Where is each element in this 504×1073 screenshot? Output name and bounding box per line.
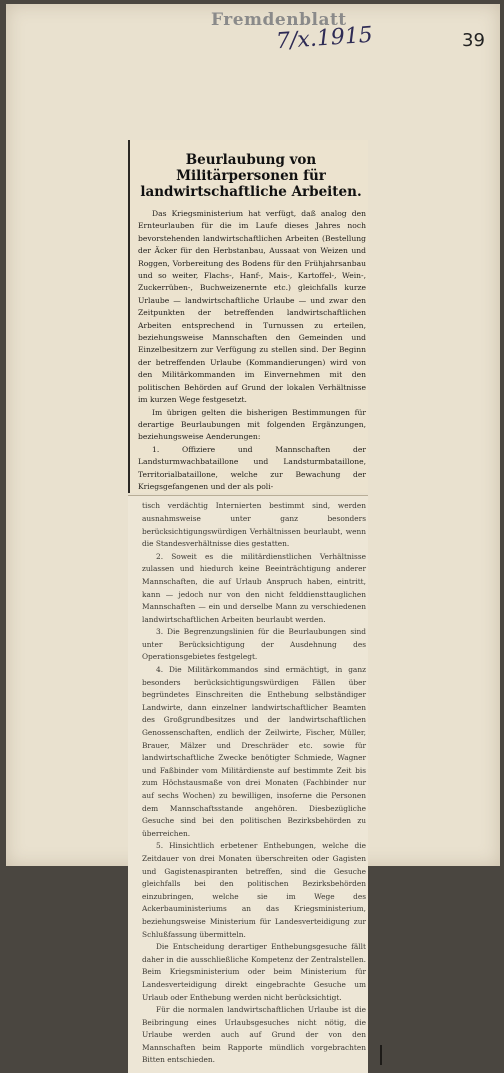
article-paragraph: 4. Die Militärkommandos sind ermächtigt, in ganz besonders berücksichtigungswürdigen Fällen über begründetes Einschreiten die Enthebung selbständiger Landwirte, dann einzelner landwirtschaftlicher Beamten des Großgrundbesitzes und der landwirtschaftlichen Genossenschaften, endlich der Zeilwirte, Fischer, Müller, Brauer, Mälzer und Dreschräder etc. sowie für landwirtschaftliche Zwecke benötigter Schmiede, Wagner und Faßbinder vom Militärdienste auf bestimmte Zeit bis zum Höchstausmaße von drei Monaten (Fachbinder nur auf sechs Wochen) zu bewilligen, insoferne die Personen dem Mannschaftsstande angehören. Diesbezügliche Gesuche sind bei den politischen Bezirksbehörden zu überreichen.	[142, 665, 366, 838]
clipping-lower-part	[128, 496, 368, 1073]
page-number: 39	[462, 30, 485, 51]
article-paragraph: tisch verdächtig Internierten bestimmt sind, werden ausnahmsweise unter ganz besonders berücksichtigungswürdigen Verhältnissen beurlaubt, wenn die Standesverhältnisse dies gestatten.	[142, 501, 366, 549]
article-paragraph: 2. Soweit es die militärdienstlichen Verhältnisse zulassen und hiedurch keine Beeinträchtigung anderer Mannschaften, die auf Urlaub Anspruch haben, eintritt, kann — jedoch nur von den nicht felddiensttauglichen Mannschaften — ein und derselbe Mann zu verschiedenen landwirtschaftlichen Arbeiten beurlaubt werden.	[142, 551, 366, 624]
article-body-upper	[138, 208, 366, 493]
clipping-upper-part	[128, 140, 368, 493]
article-end-mark	[372, 1045, 382, 1065]
article-body-lower	[142, 500, 366, 1067]
article-paragraph: Für die normalen landwirtschaftlichen Urlaube ist die Beibringung eines Urlaubsgesuches nicht nötig, die Urlaube werden auch auf Grund der von den Mannschaften beim Rapporte mündlich vorgebrachten Bitten entschieden.	[142, 1005, 366, 1065]
article-paragraph: Im übrigen gelten die bisherigen Bestimmungen für derartige Beurlaubungen mit folgenden Ergänzungen, beziehungsweise Aenderungen:	[138, 407, 366, 442]
handwritten-date: 7/x.1915	[275, 22, 374, 55]
article-headline: Beurlaubung von Militärpersonen für landwirtschaftliche Arbeiten.	[140, 152, 362, 200]
article-paragraph: 1. Offiziere und Mannschaften der Landsturmwachbataillone und Landsturmbataillone, Territorialbataillone, welche zur Bewachung der Kriegsgefangenen und der als poli-	[138, 444, 366, 491]
article-paragraph: 5. Hinsichtlich erbetener Enthebungen, welche die Zeitdauer von drei Monaten überschreiten oder Gagisten und Gagistenaspiranten betreffen, sind die Gesuche gleichfalls bei den politischen Bezirksbehörden einzubringen, welche sie im Wege des Ackerbauministeriums an das Kriegsministerium, beziehungsweise Ministerium für Landesverteidigung zur Schlußfassung übermitteln.	[142, 841, 366, 939]
newspaper-clipping	[128, 140, 368, 1073]
newspaper-stamp: Fremdenblatt	[211, 10, 347, 30]
article-paragraph: Das Kriegsministerium hat verfügt, daß analog den Ernteurlauben für die im Laufe dieses Jahres noch bevorstehenden landwirtschaftlichen Arbeiten (Bestellung der Äcker für den Herbstanbau, Aussaat von Weizen und Roggen, Vorbereitung des Bodens für den Frühjahrsanbau und so weiter, Flachs-, Hanf-, Mais-, Kartoffel-, Wein-, Zuckerrüben-, Buchweizenernte etc.) gleichfalls kurze Urlaube — landwirtschaftliche Urlaube — und zwar den Zeitpunkten der betreffenden landwirtschaftlichen Arbeiten entsprechend in Turnussen zu erteilen, beziehungsweise Mannschaften den Gemeinden und Einzelbesitzern zur Verfügung zu stellen sind. Der Beginn der betreffenden Urlaube (Kommandierungen) wird von den Militärkommanden im Einvernehmen mit den politischen Behörden auf Grund der lokalen Verhältnisse im kurzen Wege festgesetzt.	[138, 209, 366, 405]
article-paragraph: 3. Die Begrenzungslinien für die Beurlaubungen sind unter Berücksichtigung der Ausdehnung des Operationsgebietes festgelegt.	[142, 627, 366, 662]
article-paragraph: Die Entscheidung derartiger Enthebungsgesuche fällt daher in die ausschließliche Kompetenz der Zentralstellen. Beim Kriegsministerium oder beim Ministerium für Landesverteidigung direkt eingebrachte Gesuche um Urlaub oder Enthebung werden nicht berücksichtigt.	[142, 942, 366, 1002]
